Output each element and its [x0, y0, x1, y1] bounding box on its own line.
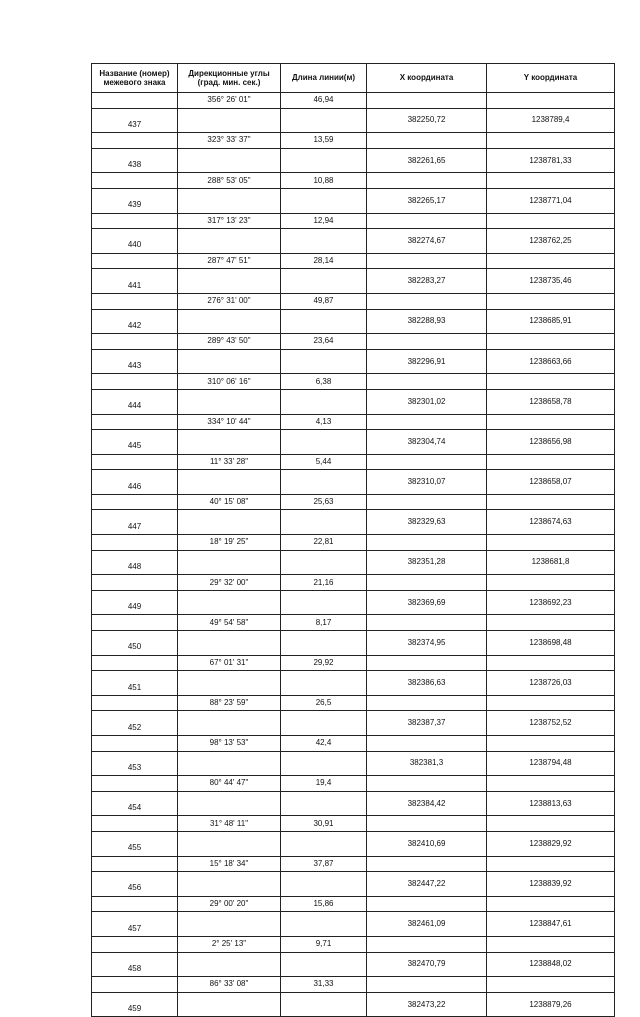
point-row [92, 470, 615, 495]
empty-cell [367, 856, 487, 872]
empty-cell [92, 936, 178, 952]
x-coordinate-cell: 382461,09 [367, 912, 487, 937]
empty-cell [281, 711, 367, 736]
empty-cell [178, 992, 281, 1017]
empty-cell [281, 872, 367, 897]
segment-row [92, 977, 615, 993]
empty-cell [281, 349, 367, 374]
segment-row [92, 494, 615, 510]
empty-cell [487, 213, 615, 229]
point-row [92, 872, 615, 897]
point-row [92, 188, 615, 213]
empty-cell [487, 494, 615, 510]
point-row [92, 229, 615, 254]
segment-row [92, 334, 615, 350]
empty-cell [92, 856, 178, 872]
x-coordinate-cell: 382470,79 [367, 952, 487, 977]
direction-angle-cell: 49° 54' 58" [178, 615, 281, 631]
y-coordinate-cell: 1238771,04 [487, 188, 615, 213]
point-name-cell: 438 [92, 148, 178, 173]
empty-cell [92, 776, 178, 792]
point-name-cell: 454 [92, 791, 178, 816]
empty-cell [92, 655, 178, 671]
empty-cell [367, 776, 487, 792]
point-name-cell: 439 [92, 188, 178, 213]
y-coordinate-cell: 1238663,66 [487, 349, 615, 374]
y-coordinate-cell: 1238794,48 [487, 751, 615, 776]
y-coordinate-cell: 1238781,33 [487, 148, 615, 173]
empty-cell [487, 816, 615, 832]
header-x-coordinate: X координата [367, 64, 487, 93]
direction-angle-cell: 80° 44' 47" [178, 776, 281, 792]
empty-cell [281, 671, 367, 696]
direction-angle-cell: 29° 32' 00" [178, 575, 281, 591]
point-row [92, 349, 615, 374]
empty-cell [92, 93, 178, 109]
empty-cell [487, 253, 615, 269]
direction-angle-cell: 40° 15' 08" [178, 494, 281, 510]
empty-cell [281, 912, 367, 937]
empty-cell [92, 896, 178, 912]
header-direction-angle: Дирекционные углы (град. мин. сек.) [178, 64, 281, 93]
point-name-cell: 449 [92, 590, 178, 615]
empty-cell [487, 736, 615, 752]
line-length-cell: 31,33 [281, 977, 367, 993]
empty-cell [367, 896, 487, 912]
point-row [92, 309, 615, 334]
empty-cell [281, 148, 367, 173]
empty-cell [281, 470, 367, 495]
y-coordinate-cell: 1238813,63 [487, 791, 615, 816]
empty-cell [487, 856, 615, 872]
point-row [92, 550, 615, 575]
boundary-coordinates-table [91, 63, 615, 1017]
point-name-cell: 459 [92, 992, 178, 1017]
direction-angle-cell: 287° 47' 51" [178, 253, 281, 269]
y-coordinate-cell: 1238674,63 [487, 510, 615, 535]
x-coordinate-cell: 382386,63 [367, 671, 487, 696]
x-coordinate-cell: 382410,69 [367, 831, 487, 856]
empty-cell [178, 430, 281, 455]
line-length-cell: 37,87 [281, 856, 367, 872]
line-length-cell: 12,94 [281, 213, 367, 229]
point-name-cell: 445 [92, 430, 178, 455]
direction-angle-cell: 11° 33' 28" [178, 454, 281, 470]
x-coordinate-cell: 382381,3 [367, 751, 487, 776]
y-coordinate-cell: 1238681,8 [487, 550, 615, 575]
line-length-cell: 5,44 [281, 454, 367, 470]
direction-angle-cell: 276° 31' 00" [178, 293, 281, 309]
header-line-length: Длина линии(м) [281, 64, 367, 93]
point-row [92, 711, 615, 736]
header-y-coordinate: Y координата [487, 64, 615, 93]
empty-cell [92, 736, 178, 752]
direction-angle-cell: 356° 26' 01" [178, 93, 281, 109]
y-coordinate-cell: 1238879,26 [487, 992, 615, 1017]
point-row [92, 671, 615, 696]
empty-cell [281, 309, 367, 334]
direction-angle-cell: 98° 13' 53" [178, 736, 281, 752]
y-coordinate-cell: 1238685,91 [487, 309, 615, 334]
empty-cell [178, 389, 281, 414]
empty-cell [487, 454, 615, 470]
x-coordinate-cell: 382374,95 [367, 631, 487, 656]
point-name-cell: 452 [92, 711, 178, 736]
empty-cell [178, 470, 281, 495]
direction-angle-cell: 323° 33' 37" [178, 133, 281, 149]
point-name-cell: 441 [92, 269, 178, 294]
direction-angle-cell: 18° 19' 25" [178, 535, 281, 551]
segment-row [92, 454, 615, 470]
y-coordinate-cell: 1238656,98 [487, 430, 615, 455]
line-length-cell: 29,92 [281, 655, 367, 671]
empty-cell [281, 992, 367, 1017]
line-length-cell: 8,17 [281, 615, 367, 631]
line-length-cell: 46,94 [281, 93, 367, 109]
empty-cell [281, 631, 367, 656]
empty-cell [367, 816, 487, 832]
empty-cell [367, 936, 487, 952]
empty-cell [487, 936, 615, 952]
segment-row [92, 213, 615, 229]
point-row [92, 952, 615, 977]
point-name-cell: 455 [92, 831, 178, 856]
empty-cell [487, 977, 615, 993]
empty-cell [178, 952, 281, 977]
x-coordinate-cell: 382304,74 [367, 430, 487, 455]
y-coordinate-cell: 1238735,46 [487, 269, 615, 294]
empty-cell [367, 93, 487, 109]
point-row [92, 912, 615, 937]
direction-angle-cell: 288° 53' 05" [178, 173, 281, 189]
y-coordinate-cell: 1238829,92 [487, 831, 615, 856]
empty-cell [367, 695, 487, 711]
empty-cell [92, 173, 178, 189]
empty-cell [281, 590, 367, 615]
empty-cell [92, 977, 178, 993]
x-coordinate-cell: 382261,65 [367, 148, 487, 173]
x-coordinate-cell: 382351,28 [367, 550, 487, 575]
segment-row [92, 133, 615, 149]
empty-cell [92, 494, 178, 510]
y-coordinate-cell: 1238726,03 [487, 671, 615, 696]
empty-cell [367, 977, 487, 993]
line-length-cell: 19,4 [281, 776, 367, 792]
empty-cell [281, 229, 367, 254]
line-length-cell: 6,38 [281, 374, 367, 390]
x-coordinate-cell: 382387,37 [367, 711, 487, 736]
y-coordinate-cell: 1238847,61 [487, 912, 615, 937]
point-row [92, 389, 615, 414]
empty-cell [92, 535, 178, 551]
empty-cell [281, 510, 367, 535]
empty-cell [178, 229, 281, 254]
empty-cell [487, 133, 615, 149]
line-length-cell: 9,71 [281, 936, 367, 952]
point-name-cell: 443 [92, 349, 178, 374]
point-name-cell: 456 [92, 872, 178, 897]
empty-cell [92, 293, 178, 309]
table-body [92, 93, 615, 1017]
empty-cell [487, 293, 615, 309]
empty-cell [367, 535, 487, 551]
segment-row [92, 736, 615, 752]
line-length-cell: 4,13 [281, 414, 367, 430]
point-name-cell: 450 [92, 631, 178, 656]
direction-angle-cell: 289° 43' 50" [178, 334, 281, 350]
direction-angle-cell: 88° 23' 59" [178, 695, 281, 711]
line-length-cell: 13,59 [281, 133, 367, 149]
direction-angle-cell: 31° 48' 11" [178, 816, 281, 832]
segment-row [92, 293, 615, 309]
empty-cell [487, 695, 615, 711]
empty-cell [92, 615, 178, 631]
y-coordinate-cell: 1238698,48 [487, 631, 615, 656]
point-name-cell: 442 [92, 309, 178, 334]
empty-cell [178, 751, 281, 776]
segment-row [92, 816, 615, 832]
empty-cell [487, 334, 615, 350]
empty-cell [281, 108, 367, 133]
empty-cell [178, 550, 281, 575]
empty-cell [367, 655, 487, 671]
empty-cell [487, 896, 615, 912]
line-length-cell: 28,14 [281, 253, 367, 269]
segment-row [92, 173, 615, 189]
y-coordinate-cell: 1238762,25 [487, 229, 615, 254]
empty-cell [487, 173, 615, 189]
header-point-name: Название (номер) межевого знака [92, 64, 178, 93]
point-row [92, 269, 615, 294]
line-length-cell: 21,16 [281, 575, 367, 591]
empty-cell [281, 389, 367, 414]
empty-cell [92, 454, 178, 470]
segment-row [92, 655, 615, 671]
empty-cell [367, 133, 487, 149]
segment-row [92, 535, 615, 551]
empty-cell [178, 711, 281, 736]
segment-row [92, 253, 615, 269]
empty-cell [178, 831, 281, 856]
segment-row [92, 374, 615, 390]
empty-cell [281, 430, 367, 455]
empty-cell [281, 791, 367, 816]
empty-cell [367, 454, 487, 470]
x-coordinate-cell: 382310,07 [367, 470, 487, 495]
x-coordinate-cell: 382274,67 [367, 229, 487, 254]
empty-cell [92, 414, 178, 430]
point-row [92, 831, 615, 856]
x-coordinate-cell: 382250,72 [367, 108, 487, 133]
direction-angle-cell: 86° 33' 08" [178, 977, 281, 993]
empty-cell [281, 269, 367, 294]
segment-row [92, 414, 615, 430]
empty-cell [367, 334, 487, 350]
point-name-cell: 447 [92, 510, 178, 535]
empty-cell [178, 912, 281, 937]
empty-cell [92, 816, 178, 832]
point-name-cell: 437 [92, 108, 178, 133]
segment-row [92, 856, 615, 872]
point-row [92, 590, 615, 615]
empty-cell [178, 309, 281, 334]
empty-cell [367, 736, 487, 752]
x-coordinate-cell: 382283,27 [367, 269, 487, 294]
empty-cell [178, 349, 281, 374]
point-row [92, 751, 615, 776]
segment-row [92, 896, 615, 912]
empty-cell [487, 535, 615, 551]
empty-cell [178, 188, 281, 213]
x-coordinate-cell: 382369,69 [367, 590, 487, 615]
empty-cell [487, 414, 615, 430]
empty-cell [487, 655, 615, 671]
x-coordinate-cell: 382384,42 [367, 791, 487, 816]
point-row [92, 108, 615, 133]
empty-cell [178, 631, 281, 656]
y-coordinate-cell: 1238658,07 [487, 470, 615, 495]
x-coordinate-cell: 382288,93 [367, 309, 487, 334]
empty-cell [367, 213, 487, 229]
segment-row [92, 936, 615, 952]
empty-cell [487, 374, 615, 390]
point-name-cell: 453 [92, 751, 178, 776]
empty-cell [92, 334, 178, 350]
empty-cell [281, 831, 367, 856]
point-row [92, 148, 615, 173]
empty-cell [487, 93, 615, 109]
point-name-cell: 446 [92, 470, 178, 495]
empty-cell [178, 108, 281, 133]
x-coordinate-cell: 382447,22 [367, 872, 487, 897]
empty-cell [281, 751, 367, 776]
direction-angle-cell: 29° 00' 20" [178, 896, 281, 912]
empty-cell [92, 575, 178, 591]
empty-cell [367, 293, 487, 309]
empty-cell [281, 952, 367, 977]
direction-angle-cell: 310° 06' 16" [178, 374, 281, 390]
line-length-cell: 25,63 [281, 494, 367, 510]
x-coordinate-cell: 382301,02 [367, 389, 487, 414]
direction-angle-cell: 67° 01' 31" [178, 655, 281, 671]
point-row [92, 631, 615, 656]
empty-cell [367, 414, 487, 430]
empty-cell [367, 575, 487, 591]
y-coordinate-cell: 1238839,92 [487, 872, 615, 897]
line-length-cell: 23,64 [281, 334, 367, 350]
empty-cell [487, 615, 615, 631]
empty-cell [92, 253, 178, 269]
point-row [92, 791, 615, 816]
empty-cell [367, 253, 487, 269]
point-row [92, 510, 615, 535]
y-coordinate-cell: 1238848,02 [487, 952, 615, 977]
line-length-cell: 15,86 [281, 896, 367, 912]
point-name-cell: 444 [92, 389, 178, 414]
line-length-cell: 22,81 [281, 535, 367, 551]
empty-cell [367, 494, 487, 510]
direction-angle-cell: 15° 18' 34" [178, 856, 281, 872]
empty-cell [178, 269, 281, 294]
x-coordinate-cell: 382329,63 [367, 510, 487, 535]
point-name-cell: 458 [92, 952, 178, 977]
empty-cell [281, 550, 367, 575]
empty-cell [178, 872, 281, 897]
point-row [92, 430, 615, 455]
point-name-cell: 451 [92, 671, 178, 696]
y-coordinate-cell: 1238692,23 [487, 590, 615, 615]
direction-angle-cell: 334° 10' 44" [178, 414, 281, 430]
segment-row [92, 776, 615, 792]
y-coordinate-cell: 1238658,78 [487, 389, 615, 414]
empty-cell [367, 374, 487, 390]
empty-cell [281, 188, 367, 213]
empty-cell [178, 148, 281, 173]
line-length-cell: 30,91 [281, 816, 367, 832]
y-coordinate-cell: 1238789,4 [487, 108, 615, 133]
line-length-cell: 26,5 [281, 695, 367, 711]
point-row [92, 992, 615, 1017]
segment-row [92, 575, 615, 591]
point-name-cell: 457 [92, 912, 178, 937]
line-length-cell: 10,88 [281, 173, 367, 189]
empty-cell [92, 695, 178, 711]
point-name-cell: 440 [92, 229, 178, 254]
segment-row [92, 695, 615, 711]
empty-cell [92, 133, 178, 149]
y-coordinate-cell: 1238752,52 [487, 711, 615, 736]
empty-cell [178, 791, 281, 816]
direction-angle-cell: 2° 25' 13" [178, 936, 281, 952]
x-coordinate-cell: 382296,91 [367, 349, 487, 374]
empty-cell [92, 213, 178, 229]
x-coordinate-cell: 382265,17 [367, 188, 487, 213]
empty-cell [367, 615, 487, 631]
table-header-row [92, 64, 615, 93]
line-length-cell: 42,4 [281, 736, 367, 752]
direction-angle-cell: 317° 13' 23" [178, 213, 281, 229]
segment-row [92, 93, 615, 109]
x-coordinate-cell: 382473,22 [367, 992, 487, 1017]
empty-cell [367, 173, 487, 189]
point-name-cell: 448 [92, 550, 178, 575]
empty-cell [178, 510, 281, 535]
empty-cell [92, 374, 178, 390]
segment-row [92, 615, 615, 631]
empty-cell [487, 575, 615, 591]
line-length-cell: 49,87 [281, 293, 367, 309]
empty-cell [178, 671, 281, 696]
empty-cell [487, 776, 615, 792]
empty-cell [178, 590, 281, 615]
